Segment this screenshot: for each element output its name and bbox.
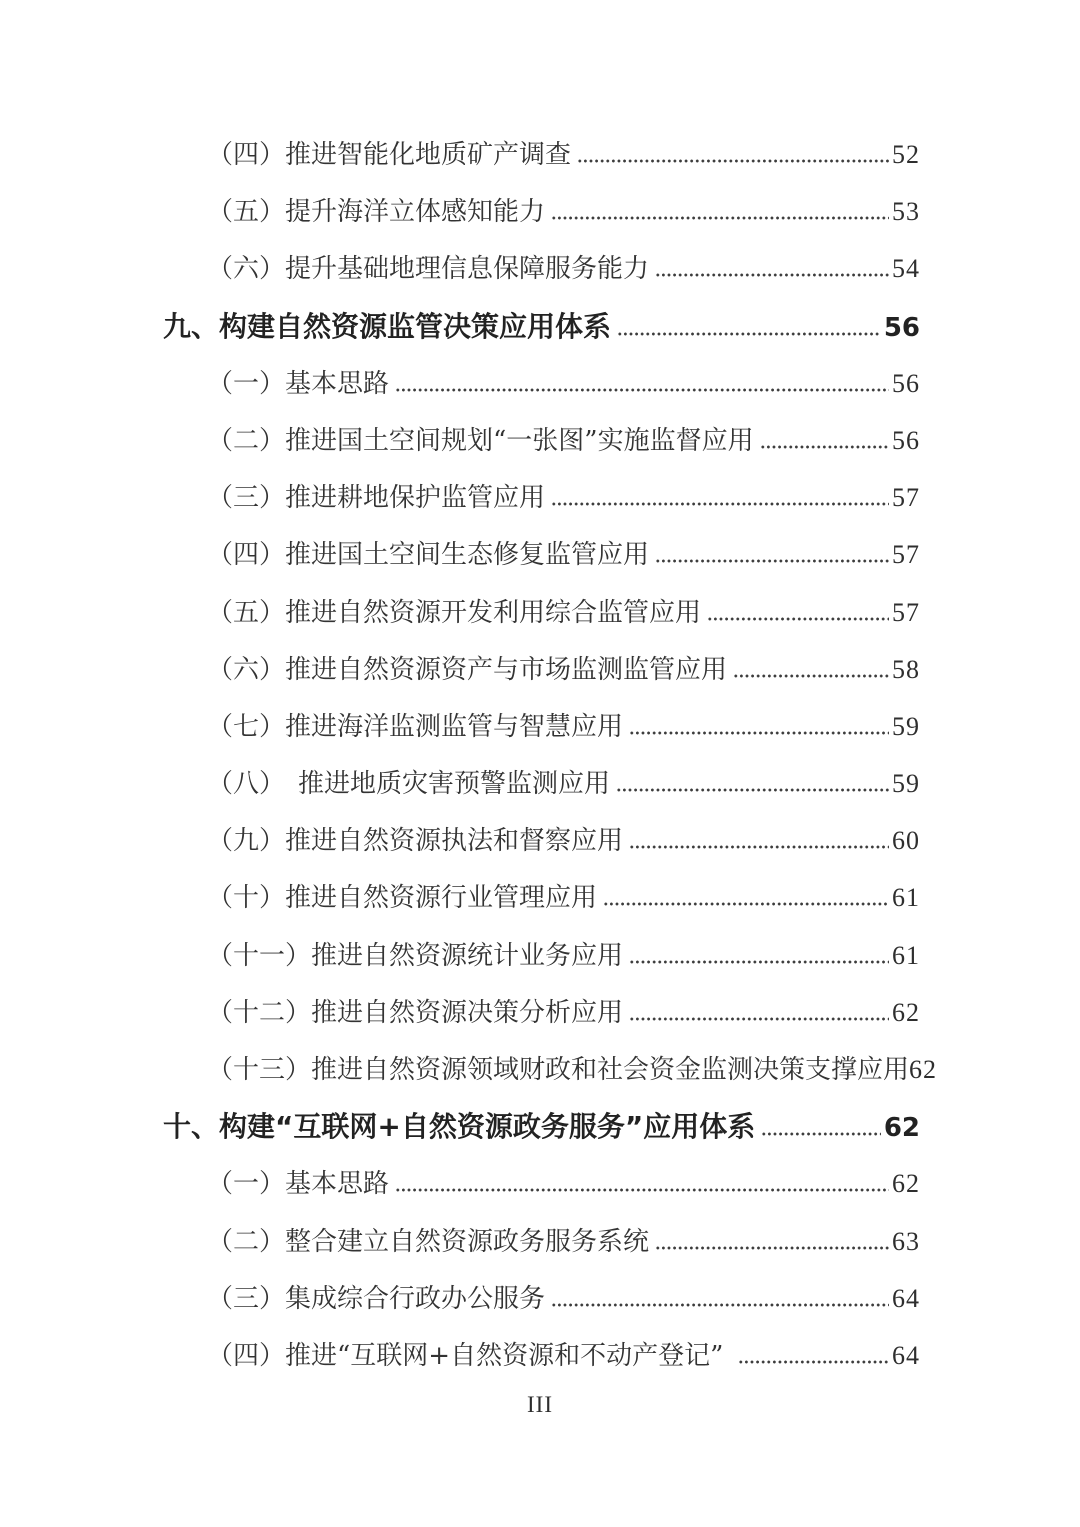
dot-leader (629, 960, 889, 964)
toc-entry (163, 1155, 920, 1212)
toc-entry-label: （六）提升基础地理信息保障服务能力 (207, 254, 650, 285)
toc-entry-page: 61 (892, 940, 920, 970)
toc-entry-label: （六）推进自然资源资产与市场监测监管应用 (207, 654, 728, 685)
toc-entry-label: （二）推进国土空间规划“一张图”实施监督应用 (207, 425, 754, 456)
toc-entry-label: （五）提升海洋立体感知能力 (207, 197, 546, 228)
toc-entry-page: 62 (892, 997, 920, 1027)
toc-entry (163, 812, 920, 869)
dot-leader (629, 845, 889, 849)
toc-entry-page: 56 (892, 425, 920, 455)
toc-entry-page: 62 (883, 1113, 920, 1144)
toc-entry-label: 十、构建“互联网+自然资源政务服务”应用体系 (163, 1110, 756, 1144)
toc-entry (163, 240, 920, 297)
toc-entry-page: 64 (892, 1283, 920, 1313)
toc-entry-label: （一）基本思路 (207, 1169, 390, 1200)
toc-entry (163, 984, 920, 1041)
table-of-contents (163, 126, 938, 1384)
toc-entry-page: 57 (892, 540, 920, 570)
dot-leader (655, 559, 889, 563)
dot-leader (733, 674, 889, 678)
toc-entry-page: 54 (892, 254, 920, 284)
toc-entry (163, 183, 920, 240)
toc-entry (163, 698, 920, 755)
dot-leader (551, 1303, 889, 1307)
toc-entry-page: 53 (892, 197, 920, 227)
toc-entry (163, 1327, 920, 1384)
toc-entry-page: 52 (892, 140, 920, 169)
toc-entry-label: 九、构建自然资源监管决策应用体系 (163, 309, 612, 343)
dot-leader (395, 1188, 889, 1192)
toc-entry-page: 62 (892, 1169, 920, 1199)
toc-entry (163, 126, 920, 183)
dot-leader (629, 1017, 889, 1021)
toc-entry-page: 64 (892, 1340, 920, 1370)
toc-entry-page: 59 (892, 711, 920, 741)
toc-entry-page: 58 (892, 654, 920, 684)
toc-entry-label: （十）推进自然资源行业管理应用 (207, 883, 598, 914)
toc-entry (163, 1270, 920, 1327)
toc-entry (163, 1041, 938, 1098)
toc-entry-label: （十二）推进自然资源决策分析应用 (207, 997, 624, 1028)
toc-entry-page: 57 (892, 483, 920, 513)
toc-entry (163, 412, 920, 469)
toc-entry-label: （三）推进耕地保护监管应用 (207, 483, 546, 514)
toc-entry (163, 1213, 920, 1270)
dot-leader (395, 388, 889, 392)
toc-entry-page: 57 (892, 597, 920, 627)
toc-entry-label: （八） 推进地质灾害预警监测应用 (207, 769, 611, 800)
dot-leader (551, 216, 889, 220)
toc-entry (163, 641, 920, 698)
toc-entry (163, 355, 920, 412)
toc-entry-page: 59 (892, 769, 920, 799)
dot-leader (738, 1360, 889, 1364)
toc-entry-label: （四）推进“互联网+自然资源和不动产登记” (207, 1340, 732, 1371)
toc-entry-label: （四）推进国土空间生态修复监管应用 (207, 540, 650, 571)
toc-entry (163, 584, 920, 641)
dot-leader (761, 1132, 881, 1136)
toc-entry-page: 56 (883, 312, 920, 343)
toc-entry-label: （五）推进自然资源开发利用综合监管应用 (207, 597, 702, 628)
toc-entry-label: （十三）推进自然资源领域财政和社会资金监测决策支撑应用 (207, 1055, 910, 1085)
dot-leader (617, 332, 881, 336)
dot-leader (577, 159, 889, 163)
toc-entry-label: （十一）推进自然资源统计业务应用 (207, 940, 624, 971)
dot-leader (603, 902, 889, 906)
dot-leader (655, 273, 889, 277)
toc-entry (163, 298, 920, 355)
toc-entry-label: （九）推进自然资源执法和督察应用 (207, 826, 624, 857)
toc-entry (163, 526, 920, 583)
toc-entry-page: 56 (892, 368, 920, 398)
dot-leader (707, 617, 889, 621)
toc-entry-label: （七）推进海洋监测监管与智慧应用 (207, 711, 624, 742)
dot-leader (551, 502, 889, 506)
toc-entry-label: （一）基本思路 (207, 368, 390, 399)
footer-page-number: III (527, 1392, 553, 1417)
toc-entry-page: 62 (909, 1055, 938, 1084)
toc-entry-label: （三）集成综合行政办公服务 (207, 1283, 546, 1314)
dot-leader (655, 1246, 889, 1250)
toc-entry-page: 60 (892, 826, 920, 856)
toc-entry (163, 469, 920, 526)
toc-entry (163, 927, 920, 984)
toc-entry-label: （二）整合建立自然资源政务服务系统 (207, 1226, 650, 1257)
toc-entry-page: 63 (892, 1226, 920, 1256)
toc-entry (163, 869, 920, 926)
toc-entry-label: （四）推进智能化地质矿产调查 (207, 140, 572, 170)
dot-leader (760, 445, 889, 449)
toc-entry (163, 1098, 920, 1155)
dot-leader (616, 788, 889, 792)
toc-entry (163, 755, 920, 812)
toc-entry-page: 61 (892, 883, 920, 913)
dot-leader (629, 731, 889, 735)
